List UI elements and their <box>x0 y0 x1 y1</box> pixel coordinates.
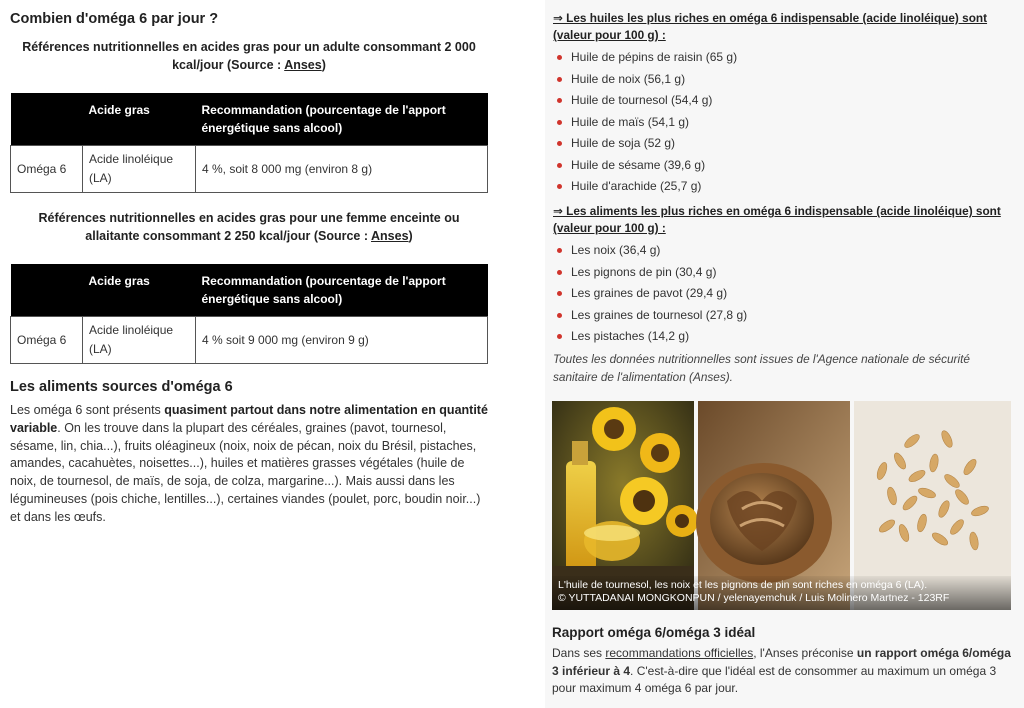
bullet-icon <box>557 98 562 103</box>
table-header-cell: Recommandation (pourcentage de l'apport énergétique sans alcool) <box>196 264 488 317</box>
list-item: Les graines de pavot (29,4 g) <box>553 283 747 305</box>
table-row <box>11 146 488 193</box>
bullet-icon <box>557 334 562 339</box>
table-cell: Oméga 6 <box>11 317 83 364</box>
table-header-cell: Acide gras <box>83 264 196 317</box>
sources-paragraph: Les oméga 6 sont présents quasiment partout dans notre alimentation en quantité variable. On les trouve dans la plupart des céréales, graines (pavot, tournesol, sésame, lin, chia...), fruits oléagineux (noix, noix de pécan, noix du Brésil, pistaches, amandes, cacahuètes, noisettes...), huiles et matières grasses végétales (huile de noix, de tournesol, de maïs, de soja, de colza, margarine...). Mais aussi dans les légumineuses (pois chiche, lentilles...), certaines viandes (poulet, porc, boudin noir...) et dans les œufs. <box>10 403 488 524</box>
anses-link[interactable]: Anses <box>284 58 322 72</box>
foods-heading[interactable]: ⇒ Les aliments les plus riches en oméga 6 indispensable (acide linoléique) sont (valeur pour 100 g) : <box>553 204 1001 235</box>
official-recommendations-link[interactable]: recommandations officielles <box>605 646 754 660</box>
table-cell: 4 %, soit 8 000 mg (environ 8 g) <box>196 146 488 193</box>
list-item: Huile de pépins de raisin (65 g) <box>553 47 737 69</box>
table-cell: Acide linoléique (LA) <box>83 317 196 364</box>
table-cell: Oméga 6 <box>11 146 83 193</box>
bullet-icon <box>557 248 562 253</box>
recommendation-table-pregnant <box>10 264 488 364</box>
list-item: Huile de tournesol (54,4 g) <box>553 90 737 112</box>
bullet-icon <box>557 120 562 125</box>
section-title-sources: Les aliments sources d'oméga 6 <box>10 379 233 395</box>
table-header-cell: Acide gras <box>83 93 196 146</box>
bullet-icon <box>557 313 562 318</box>
anses-link[interactable]: Anses <box>371 229 409 243</box>
oils-list <box>553 47 737 198</box>
list-item: Les graines de tournesol (27,8 g) <box>553 305 747 327</box>
recommendation-table-adult <box>10 93 488 193</box>
data-source-note: Toutes les données nutritionnelles sont issues de l'Agence nationale de sécurité sanitaire de l'alimentation (Anses). <box>553 352 970 384</box>
table-header-cell <box>11 93 83 146</box>
right-column <box>545 0 1024 708</box>
table-cell: Acide linoléique (LA) <box>83 146 196 193</box>
bullet-icon <box>557 184 562 189</box>
table-cell: 4 % soit 9 000 mg (environ 9 g) <box>196 317 488 364</box>
table-header-cell: Recommandation (pourcentage de l'apport énergétique sans alcool) <box>196 93 488 146</box>
table-row <box>11 317 488 364</box>
bullet-icon <box>557 270 562 275</box>
list-item: Huile de noix (56,1 g) <box>553 69 737 91</box>
page-title: Combien d'oméga 6 par jour ? <box>10 11 219 27</box>
list-item: Les pignons de pin (30,4 g) <box>553 262 747 284</box>
list-item: Huile d'arachide (25,7 g) <box>553 176 737 198</box>
reference-pregnant: Références nutritionnelles en acides gras pour une femme enceinte ou allaitante consommant 2 250 kcal/jour (Source : Anses) <box>38 211 460 243</box>
walnut-icon <box>696 463 832 583</box>
rapport-paragraph: Dans ses recommandations officielles, l'Anses préconise un rapport oméga 6/oméga 3 inférieur à 4. C'est-à-dire que l'idéal est de consommer au maximum un oméga 3 pour maximum 4 oméga 6 par jour. <box>552 646 1011 695</box>
list-item: Les noix (36,4 g) <box>553 240 747 262</box>
list-item: Les pistaches (14,2 g) <box>553 326 747 348</box>
table-header-cell <box>11 264 83 317</box>
photo-caption: L'huile de tournesol, les noix et les pignons de pin sont riches en oméga 6 (LA). © YUTTADANAI MONGKONPUN / yelenayemchuk / Luis Molinero Martnez - 123RF <box>552 576 1011 610</box>
bullet-icon <box>557 77 562 82</box>
list-item: Huile de soja (52 g) <box>553 133 737 155</box>
bullet-icon <box>557 163 562 168</box>
bullet-icon <box>557 141 562 146</box>
reference-adult: Références nutritionnelles en acides gras pour un adulte consommant 2 000 kcal/jour (Source : Anses) <box>22 40 476 72</box>
bullet-icon <box>557 291 562 296</box>
bullet-icon <box>557 55 562 60</box>
list-item: Huile de maïs (54,1 g) <box>553 112 737 134</box>
oils-heading[interactable]: ⇒ Les huiles les plus riches en oméga 6 indispensable (acide linoléique) sont (valeur pour 100 g) : <box>553 11 988 42</box>
section-title-rapport: Rapport oméga 6/oméga 3 idéal <box>552 625 756 640</box>
left-column <box>0 0 500 708</box>
foods-list <box>553 240 747 348</box>
list-item: Huile de sésame (39,6 g) <box>553 155 737 177</box>
